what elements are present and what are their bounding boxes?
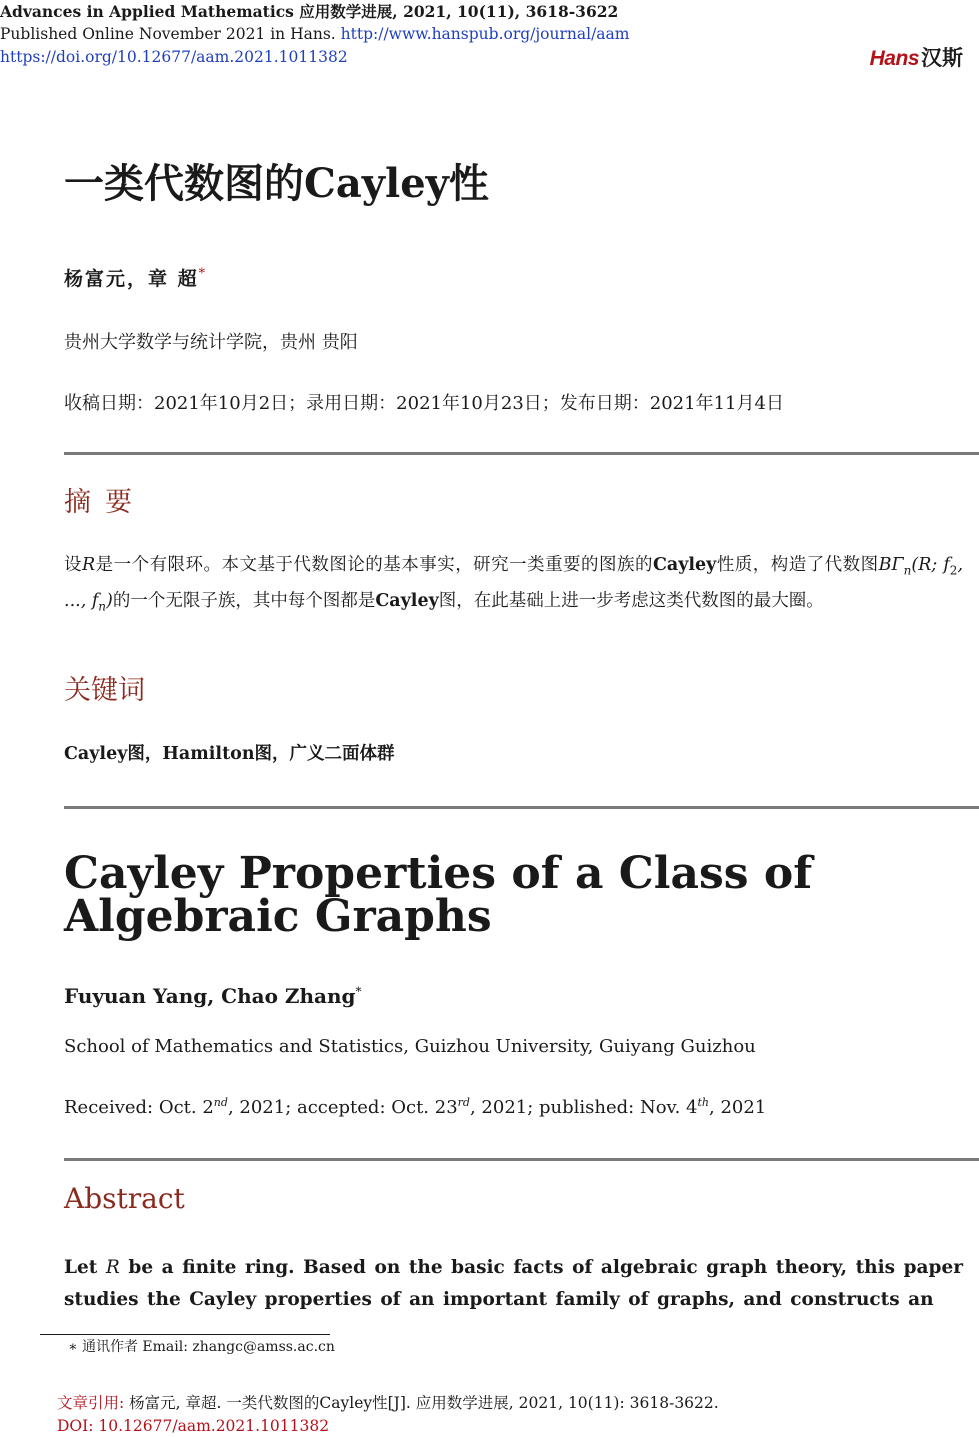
english-abstract-heading: Abstract: [64, 1182, 185, 1215]
citation-doi: DOI: 10.12677/aam.2021.1011382: [57, 1417, 330, 1435]
hans-logo: [870, 42, 963, 72]
abstract-text: 设: [64, 555, 82, 575]
published-date: , 2021; published: Nov. 4: [469, 1097, 698, 1118]
chinese-abstract-heading: 摘要: [64, 487, 146, 518]
math-expr: BΓ: [878, 555, 904, 575]
chinese-authors: [64, 264, 963, 291]
chinese-title: 一类代数图的Cayley性: [64, 160, 489, 207]
math-sub: n: [903, 563, 912, 578]
english-author-names: Fuyuan Yang, Chao Zhang: [64, 984, 356, 1008]
logo-hanzi: 汉斯: [921, 47, 963, 70]
math-var: R: [105, 1257, 120, 1278]
citation: [57, 1392, 719, 1438]
math-expr: (R; f: [911, 555, 950, 575]
divider: [64, 806, 979, 809]
chinese-keywords-heading: 关键词: [64, 675, 145, 706]
doi-link[interactable]: https://doi.org/10.12677/aam.2021.1011382: [0, 48, 348, 66]
ordinal-suffix: nd: [213, 1096, 228, 1109]
abstract-text: 图，在此基础上进一步考虑这类代数图的最大圈。: [438, 590, 824, 611]
chinese-abstract: [64, 550, 963, 621]
english-title: Cayley Properties of a Class of Algebraic Graphs: [64, 848, 813, 942]
abstract-term: Cayley: [375, 590, 439, 611]
corresponding-mark: *: [355, 984, 362, 999]
math-var: R: [81, 555, 96, 575]
citation-text: 杨富元, 章超. 一类代数图的Cayley性[J]. 应用数学进展, 2021, 10(11): 3618-3622.: [129, 1394, 719, 1412]
abstract-text: 的一个无限子族，其中每个图都是: [112, 590, 376, 611]
chinese-affiliation: 贵州大学数学与统计学院，贵州 贵阳: [64, 332, 358, 353]
english-authors: [64, 984, 963, 1008]
abstract-text: Let: [64, 1257, 106, 1278]
footnote-text: 通讯作者 Email: zhangc@amss.ac.cn: [81, 1339, 335, 1355]
divider: [64, 452, 979, 455]
abstract-text: be a finite ring. Based on the basic facts of algebraic graph theory, this paper studies the Cayley properties of an important family of graphs, and constructs an: [64, 1257, 964, 1310]
received-date: Received: Oct. 2: [64, 1097, 214, 1118]
published-text: Published Online November 2021 in Hans.: [0, 25, 336, 43]
corresponding-mark: *: [198, 266, 208, 282]
english-abstract: [64, 1252, 963, 1316]
footnote-mark: ∗: [68, 1339, 78, 1355]
divider: [64, 1158, 979, 1161]
abstract-text: 性质，构造了代数图: [716, 555, 879, 575]
abstract-text: 是一个有限环。本文基于代数图论的基本事实，研究一类重要的图族的: [95, 555, 653, 575]
accepted-date: , 2021; accepted: Oct. 23: [227, 1097, 458, 1118]
logo-latin: Hans: [869, 47, 919, 70]
journal-link[interactable]: http://www.hanspub.org/journal/aam: [340, 25, 630, 43]
journal-header: [0, 0, 630, 69]
citation-label: 文章引用:: [57, 1394, 125, 1412]
published-line: [0, 23, 630, 46]
english-dates: [64, 1096, 963, 1118]
published-year: , 2021: [709, 1097, 767, 1118]
english-affiliation: School of Mathematics and Statistics, Guizhou University, Guiyang Guizhou: [64, 1036, 756, 1057]
ordinal-suffix: th: [697, 1096, 709, 1109]
math-sub: 2: [949, 563, 958, 578]
math-sub: n: [98, 599, 107, 613]
chinese-keywords: Cayley图，Hamilton图，广义二面体群: [64, 744, 395, 764]
chinese-dates: 收稿日期：2021年10月2日；录用日期：2021年10月23日；发布日期：2021年11月4日: [64, 393, 784, 414]
journal-title: Advances in Applied Mathematics 应用数学进展, 2021, 10(11), 3618-3622: [0, 2, 619, 21]
ordinal-suffix: rd: [457, 1096, 470, 1109]
footnote: [68, 1336, 335, 1356]
math-expr: , ..., f: [64, 555, 964, 611]
footnote-rule: [40, 1334, 330, 1335]
math-expr: ): [106, 590, 113, 611]
chinese-author-names: 杨富元，章 超: [64, 268, 199, 290]
abstract-term: Cayley: [652, 555, 717, 575]
